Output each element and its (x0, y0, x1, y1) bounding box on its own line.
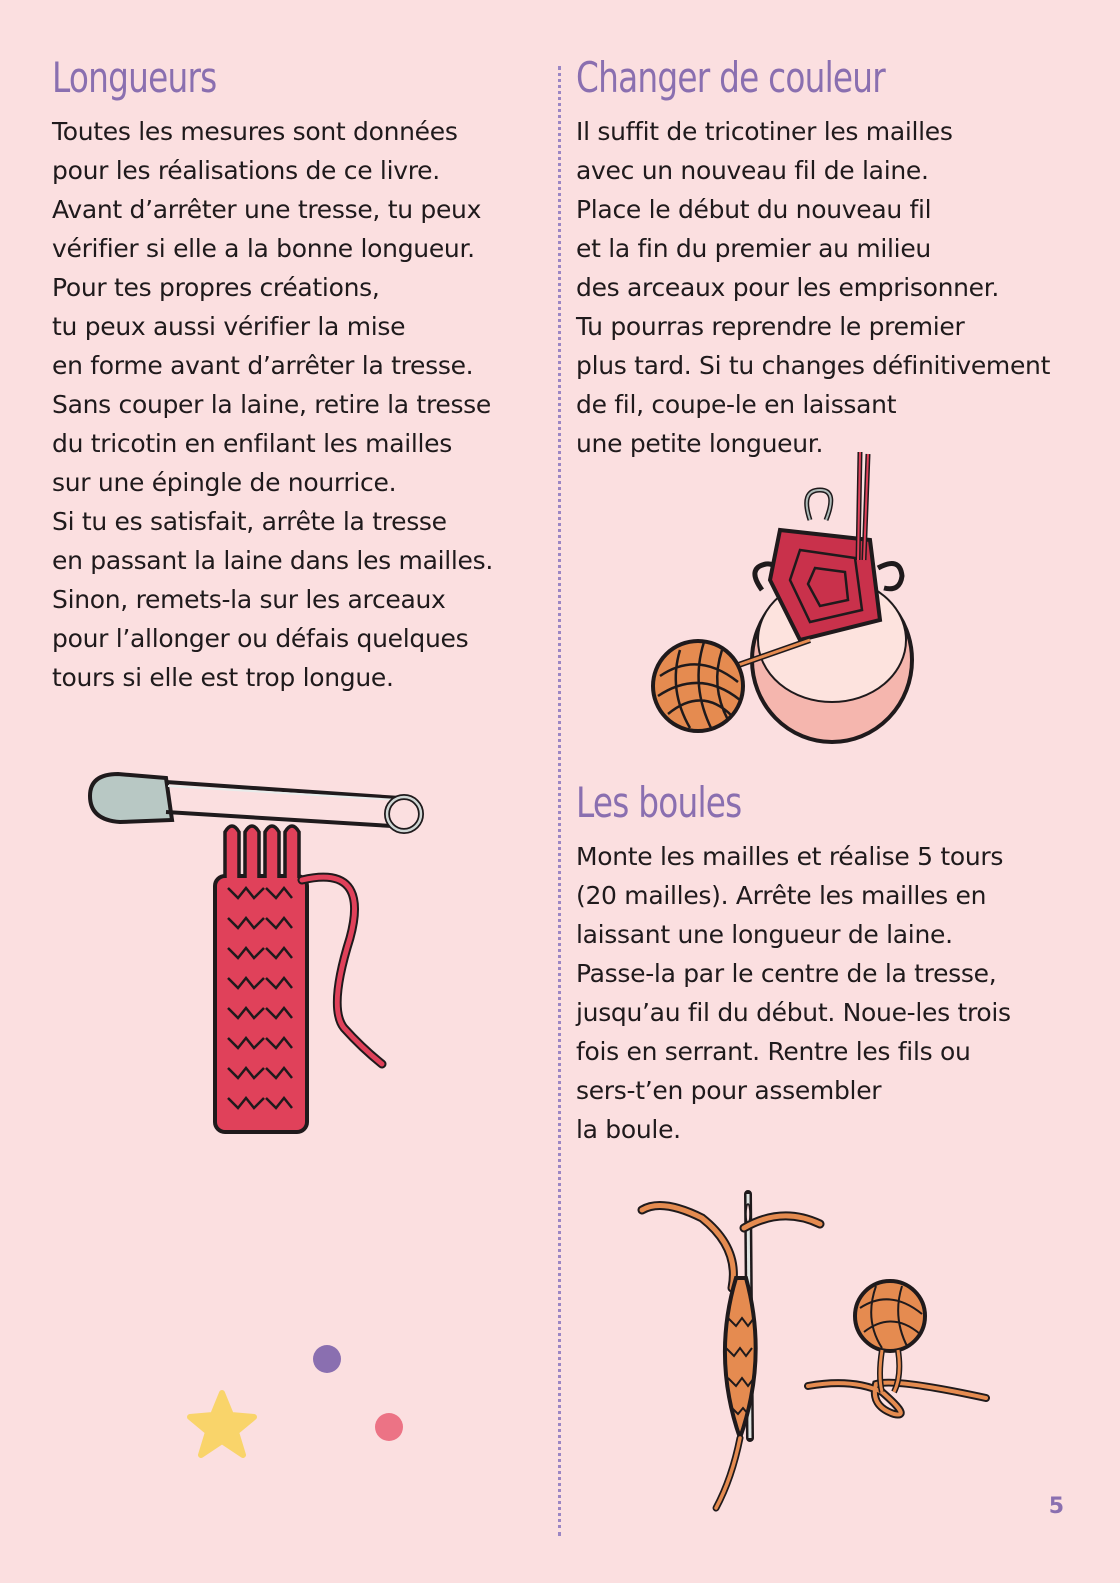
text-line: Avant d’arrêter une tresse, tu peux (52, 195, 482, 224)
section-boules (576, 773, 1076, 1149)
text-line: pour l’allonger ou défais quelques (52, 624, 469, 653)
star-icon (190, 1393, 254, 1455)
column-divider (558, 66, 561, 1536)
section-changer-couleur (576, 48, 1076, 463)
text-line: Pour tes propres créations, (52, 273, 380, 302)
heading-longueurs: Longueurs (52, 53, 217, 102)
text-line: Sinon, remets-la sur les arceaux (52, 585, 446, 614)
text-line: laissant une longueur de laine. (576, 920, 953, 949)
text-line: fois en serrant. Rentre les fils ou (576, 1037, 971, 1066)
text-line: Place le début du nouveau fil (576, 195, 932, 224)
text-line: jusqu’au fil du début. Noue-les trois (576, 998, 1011, 1027)
text-line: tu peux aussi vérifier la mise (52, 312, 406, 341)
text-line: Toutes les mesures sont données (52, 117, 458, 146)
pompom-icon (808, 1281, 986, 1415)
heading-boules: Les boules (576, 778, 742, 827)
paragraph-boules (576, 837, 1076, 1149)
safety-pin-braid-illustration (80, 768, 440, 1148)
pink-dot (375, 1413, 403, 1441)
text-line: Passe-la par le centre de la tresse, (576, 959, 997, 988)
text-line: en forme avant d’arrêter la tresse. (52, 351, 474, 380)
red-braid (215, 826, 382, 1132)
text-line: avec un nouveau fil de laine. (576, 156, 929, 185)
text-line: plus tard. Si tu changes définitivement (576, 351, 1051, 380)
text-line: Tu pourras reprendre le premier (576, 312, 965, 341)
pompom-illustration (632, 1188, 1002, 1518)
text-line: Monte les mailles et réalise 5 tours (576, 842, 1004, 871)
heading-changer-couleur: Changer de couleur (576, 53, 885, 102)
text-line: Sans couper la laine, retire la tresse (52, 390, 491, 419)
paragraph-changer-couleur (576, 112, 1076, 463)
text-line: sers-t’en pour assembler (576, 1076, 882, 1105)
text-line: sur une épingle de nourrice. (52, 468, 397, 497)
text-line: du tricotin en enfilant les mailles (52, 429, 452, 458)
orange-braid (642, 1206, 820, 1509)
text-line: une petite longueur. (576, 429, 824, 458)
text-line: et la fin du premier au milieu (576, 234, 931, 263)
knitting-spool-icon (752, 452, 912, 742)
text-line: des arceaux pour les emprisonner. (576, 273, 1000, 302)
decorations (180, 1335, 420, 1465)
text-line: en passant la laine dans les mailles. (52, 546, 493, 575)
text-line: de fil, coupe-le en laissant (576, 390, 897, 419)
purple-dot (313, 1345, 341, 1373)
text-line: (20 mailles). Arrête les mailles en (576, 881, 987, 910)
page-number: 5 (1048, 1494, 1064, 1519)
text-line: Il suffit de tricotiner les mailles (576, 117, 953, 146)
paragraph-longueurs (52, 112, 532, 697)
text-line: pour les réalisations de ce livre. (52, 156, 440, 185)
knitting-spool-illustration (650, 450, 930, 750)
text-line: tours si elle est trop longue. (52, 663, 394, 692)
safety-pin-icon (90, 774, 421, 831)
text-line: Si tu es satisfait, arrête la tresse (52, 507, 447, 536)
text-line: vérifier si elle a la bonne longueur. (52, 234, 475, 263)
section-longueurs (52, 48, 532, 697)
text-line: la boule. (576, 1115, 681, 1144)
